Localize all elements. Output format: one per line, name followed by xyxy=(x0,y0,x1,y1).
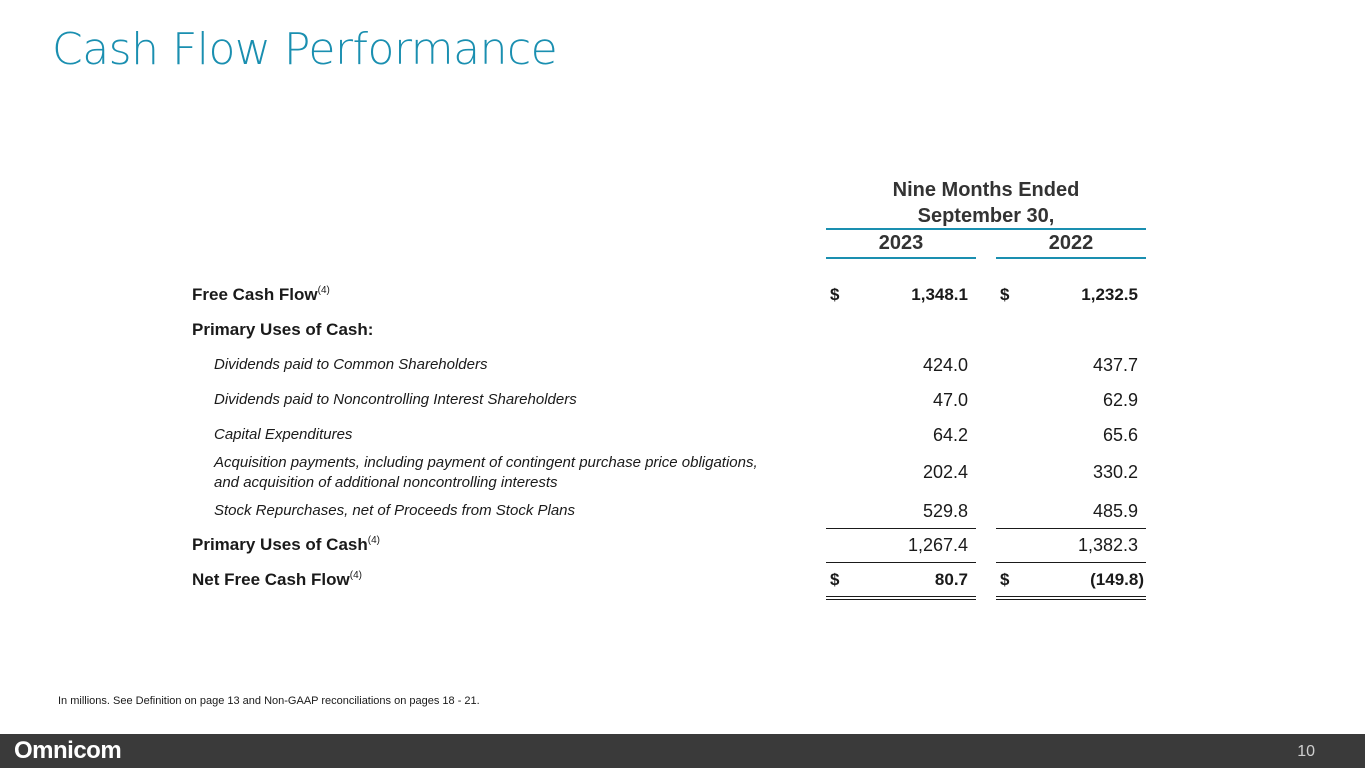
value-2023: 1,348.1 xyxy=(911,285,968,304)
row-label: Net Free Cash Flow$^{(4)}$ xyxy=(192,570,362,589)
row-label: Stock Repurchases, net of Proceeds from Stock Plans xyxy=(214,502,576,519)
period-header-rule xyxy=(826,228,1146,230)
value-2023: 529.8 xyxy=(922,501,968,521)
year-2023-header: 2023 xyxy=(878,232,924,254)
double-rule xyxy=(996,596,1146,597)
period-header xyxy=(826,177,1146,229)
value-2023: 47.0 xyxy=(932,390,968,410)
value-2022: 65.6 xyxy=(1102,425,1138,445)
row-label: Acquisition payments, including payment of contingent purchase price obligations, and acquisition of additional noncontrolling interests xyxy=(214,454,758,491)
footnote-ref: (4) xyxy=(349,570,362,581)
year-2022-header: 2022 xyxy=(1048,232,1094,254)
row-label: Free Cash Flow$^{(4)}$ xyxy=(192,285,330,304)
row-label: Capital Expenditures xyxy=(214,426,353,443)
double-rule xyxy=(826,599,976,600)
currency-symbol: $ xyxy=(1000,570,1010,589)
value-2023: 1,267.4 xyxy=(907,535,968,555)
footnote-ref: (4) xyxy=(367,535,380,546)
footer-bar xyxy=(0,734,1365,768)
year-2023-rule xyxy=(826,257,976,259)
row-label: Primary Uses of Cash: xyxy=(192,320,374,339)
subtotal-rule xyxy=(996,528,1146,529)
value-2022: 1,232.5 xyxy=(1081,285,1138,304)
value-2022: 437.7 xyxy=(1092,355,1138,375)
row-label: Dividends paid to Common Shareholders xyxy=(214,356,488,373)
row-label: Primary Uses of Cash$^{(4)}$ xyxy=(192,535,380,554)
value-2022: 62.9 xyxy=(1102,390,1138,410)
value-2022: 485.9 xyxy=(1092,501,1138,521)
value-2023: 202.4 xyxy=(922,462,968,482)
total-rule xyxy=(996,562,1146,563)
value-2022: 330.2 xyxy=(1092,462,1138,482)
double-rule xyxy=(826,596,976,597)
footnote: In millions. See Definition on page 13 and Non-GAAP reconciliations on pages 18 - 21. xyxy=(58,695,480,707)
page-number: 10 xyxy=(1297,743,1315,760)
subtotal-rule xyxy=(826,528,976,529)
omnicom-logo: Omnicom xyxy=(14,737,122,764)
currency-symbol: $ xyxy=(1000,285,1010,304)
currency-symbol: $ xyxy=(830,285,840,304)
currency-symbol: $ xyxy=(830,570,840,589)
value-2023: 64.2 xyxy=(932,425,968,445)
year-2022-rule xyxy=(996,257,1146,259)
footnote-ref: (4) xyxy=(317,285,330,296)
total-rule xyxy=(826,562,976,563)
period-line-2: September 30, xyxy=(917,205,1055,227)
value-2023: 424.0 xyxy=(922,355,968,375)
value-2023: 80.7 xyxy=(934,570,968,589)
page-title: Cash Flow Performance xyxy=(52,24,558,75)
value-2022: 1,382.3 xyxy=(1077,535,1138,555)
period-line-1: Nine Months Ended xyxy=(892,179,1080,201)
row-label: Dividends paid to Noncontrolling Interest Shareholders xyxy=(214,391,577,408)
value-2022: (149.8) xyxy=(1090,570,1144,589)
double-rule xyxy=(996,599,1146,600)
